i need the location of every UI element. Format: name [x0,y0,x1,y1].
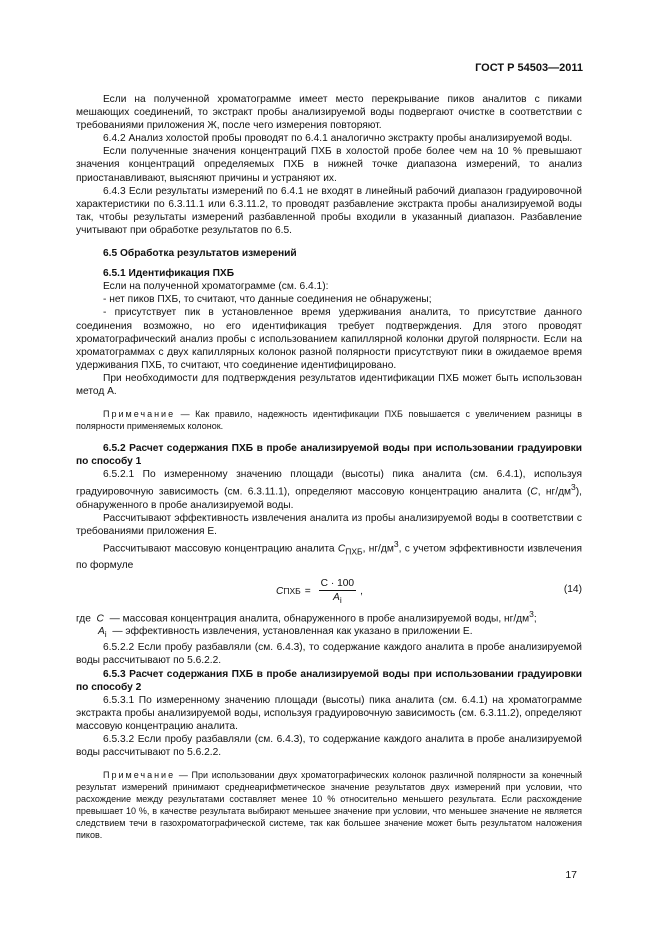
subsection-heading: 6.5.3 Расчет содержания ПХБ в пробе анализируемой воды при использовании градуировки по способу 2 [76,668,582,693]
note-label: Примечание [103,770,176,781]
document-body [76,93,582,841]
note-text: — Как правило, надежность идентификации ПХБ повышается с увеличением разницы в полярности применяемых колонок. [76,409,582,432]
paragraph: 6.5.2.2 Если пробу разбавляли (см. 6.4.3), то содержание каждого аналита в пробе анализируемой воды рассчитывают по 5.6.2.2. [76,642,582,667]
paragraph: Если на полученной хроматограмме (см. 6.4.1): [103,281,329,293]
note [76,769,582,841]
paragraph: 6.4.3 Если результаты измерений по 6.4.1 не входят в линейный рабочий диапазон градуировочной характеристики по 6.3.11.1 или 6.3.11.2, то проводят разбавление экстракта пробы анализируемой воды так, чтобы результаты измерений разбавленной пробы входили в указанный диапазон. Разбавление учитывают при обработке результатов по 6.5. [76,185,582,236]
paragraph: Рассчитывают массовую концентрацию аналита $C_{ПХБ}$, $нг/дм^3$, с учетом эффективности извлечения по формуле [76,539,582,571]
paragraph: 6.5.3.1 По измеренному значению площади (высоты) пика аналита (см. 6.4.1) на хроматограмме экстракта пробы анализируемой воды, используя градуировочную зависимость (см. 6.3.11.2), определяют массовую концентрацию аналита. [76,694,582,732]
note-text: — При использовании двух хроматографических колонок различной полярности за конечный результат измерений принимают среднеарифметическое значение результатов двух измерений при условии, что расхождение между результатами составляет менее 10 % относительно меньшего результата. Если расхождение превышает 10 %, в качестве результата выбирают меньшее значение при условии, что меньшее значение не является следствием течи в газохроматографической системе, так как большее значение может быть результатом наложения пиков. [76,770,582,841]
note [76,408,582,432]
subsection-heading: 6.5.2 Расчет содержания ПХБ в пробе анализируемой воды при использовании градуировки по способу 1 [76,443,582,468]
standard-header: ГОСТ Р 54503—2011 [475,62,583,74]
formula-14: C ПХБ = $\frac{C \cdot 100}{A_i}$ , (14) [76,575,582,605]
fraction: $\frac{C \cdot 100}{A_i}$ [320,577,355,605]
list-item: - присутствует пик в установленное время удерживания аналита, то присутствие данного соединения возможно, но его идентификация требует подтверждения. Для этого проводят хроматографический анализ пробы с использованием капиллярной колонки другой полярности. Если на хроматограммах с двух капиллярных колонок разной полярности присутствуют пики в ожидаемое время удерживания ПХБ, то считают, что соединение идентифицировано. [76,307,582,371]
paragraph: Если полученные значения концентраций ПХБ в холостой пробе более чем на 10 % превышают значения концентраций определяемых ПХБ в нижней точке диапазона измерений, то анализ приостанавливают, выясняют причины и устраняют их. [76,146,582,184]
section-heading: 6.5 Обработка результатов измерений [103,248,297,260]
equation-number: (14) [563,583,582,595]
definition-item: где C — массовая концентрация аналита, обнаруженного в пробе анализируемой воды, $нг/дм^3$; [76,608,537,625]
subsection-heading: 6.5.1 Идентификация ПХБ [103,268,235,280]
paragraph: 6.4.2 Анализ холостой пробы проводят по 6.4.1 аналогично экстракту пробы анализируемой воды. [103,133,573,145]
list-item: - нет пиков ПХБ, то считают, что данные соединения не обнаружены; [103,294,432,306]
paragraph: 6.5.2.1 По измеренному значению площади (высоты) пика аналита (см. 6.4.1), используя градуировочную зависимость (см. 6.3.11.1), определяют массовую концентрацию аналита (C, $нг/дм^3$), обнаруженного в пробе анализируемой воды. [76,469,582,511]
paragraph: При необходимости для подтверждения результатов идентификации ПХБ может быть использован метод А. [76,372,582,397]
paragraph: Если на полученной хроматограмме имеет место перекрывание пиков аналитов с пиками мешающих соединений, то экстракт пробы анализируемой воды подвергают очистке в соответствии с требованиями приложения Ж, после чего измерения повторяют. [76,94,582,132]
paragraph: 6.5.3.2 Если пробу разбавляли (см. 6.4.3), то содержание каждого аналита в пробе анализируемой воды рассчитывают по 5.6.2.2. [76,733,582,759]
definition-item: $A_i$ — эффективность извлечения, установленная как указано в приложении Е. [98,626,473,640]
note-label: Примечание [103,409,176,420]
page-number: 17 [565,869,577,881]
paragraph: Рассчитывают эффективность извлечения аналита из пробы анализируемой воды в соответствии с требованиями приложения Е. [76,512,582,538]
